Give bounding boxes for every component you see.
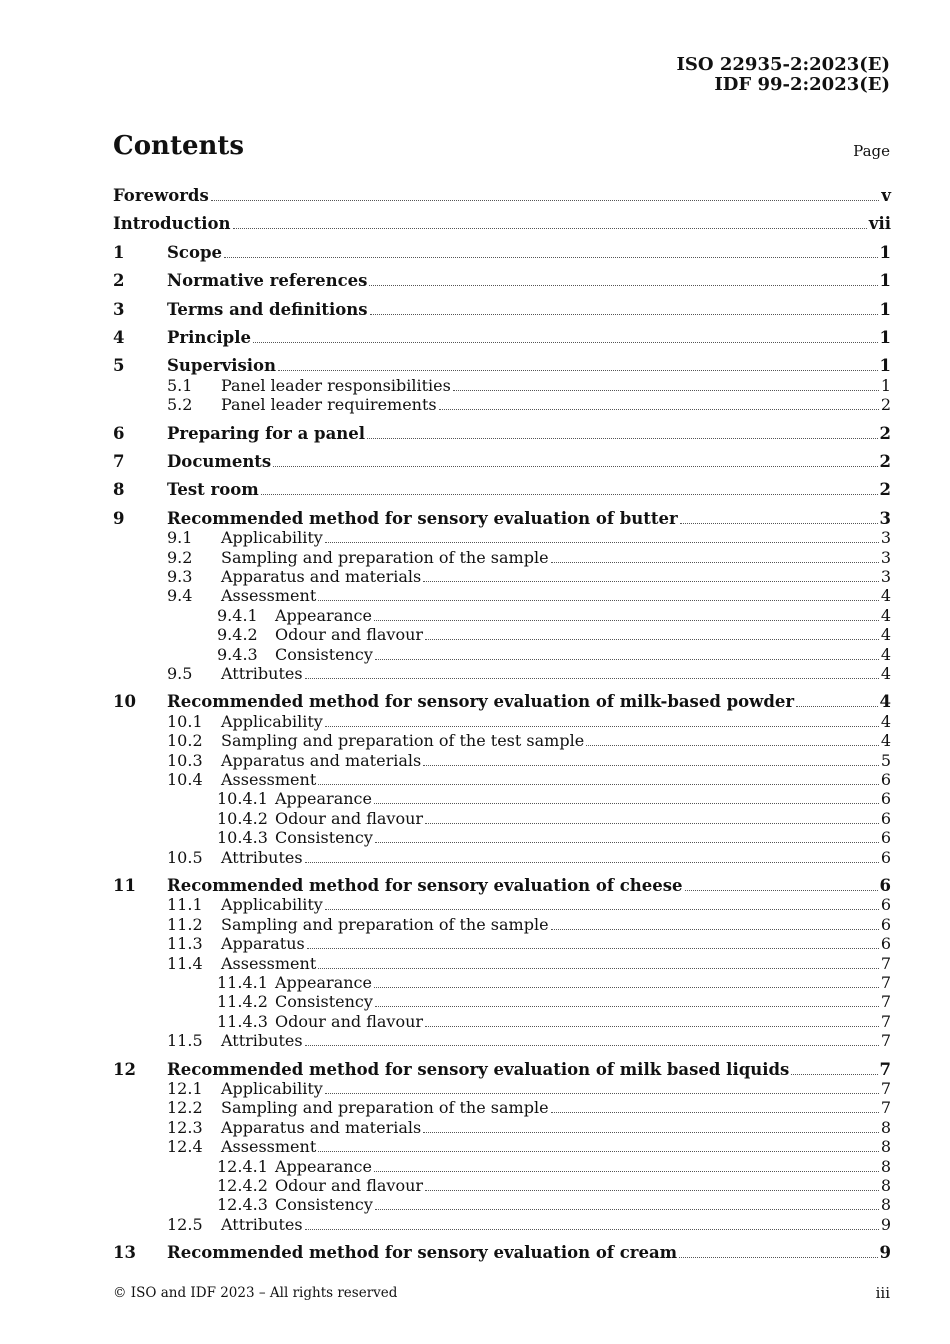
toc-entry-line	[221, 915, 891, 935]
toc-entry-line	[167, 1060, 891, 1080]
toc-entry-line	[221, 376, 891, 396]
toc-entry-title: Forewords	[113, 186, 209, 205]
dot-leader	[680, 523, 878, 524]
toc-entry[interactable]	[113, 692, 891, 712]
toc-entry-title: Consistency	[275, 992, 373, 1012]
toc-entry-line	[167, 243, 891, 263]
toc-entry-page: 4	[880, 644, 891, 664]
dot-leader	[305, 1229, 879, 1230]
toc-entry-number: 9.2	[167, 547, 193, 567]
toc-entry-line	[221, 848, 891, 868]
toc-entry-title: Consistency	[275, 828, 373, 848]
dot-leader	[375, 659, 879, 660]
toc-entry-line	[221, 895, 891, 915]
toc-entry-line	[113, 186, 891, 206]
toc-entry-line	[221, 712, 891, 732]
toc-entry-line	[167, 452, 891, 472]
toc-entry-number: 9.3	[167, 567, 193, 586]
toc-entry[interactable]	[113, 1137, 891, 1157]
toc-entry-title: Attributes	[221, 1031, 303, 1051]
dot-leader	[305, 1045, 879, 1046]
toc-entry-title: Applicability	[221, 528, 323, 548]
toc-entry-line	[167, 424, 891, 444]
toc-entry-line	[167, 300, 891, 320]
toc-entry-page: 1	[879, 299, 891, 319]
toc-entry[interactable]	[113, 934, 891, 954]
toc-entry-title: Consistency	[275, 644, 373, 664]
toc-entry-title: Supervision	[167, 356, 277, 376]
toc-entry-number: 9.4.2	[217, 625, 258, 645]
dot-leader	[551, 929, 879, 930]
toc-entry-page: 7	[880, 1079, 891, 1098]
dot-leader	[374, 803, 879, 804]
toc-entry-line	[275, 1176, 891, 1196]
dot-leader	[586, 745, 879, 746]
toc-entry-number: 7	[113, 452, 125, 471]
toc-entry-title: Appearance	[275, 605, 372, 625]
toc-entry-line	[275, 645, 891, 665]
toc-entry-line	[221, 731, 891, 751]
toc-entry[interactable]	[113, 625, 891, 645]
dot-leader	[325, 726, 879, 727]
toc-entry[interactable]	[113, 606, 891, 626]
toc-entry-title: Odour and flavour	[275, 808, 424, 828]
toc-entry-line	[221, 934, 891, 954]
toc-entry[interactable]	[113, 1157, 891, 1177]
toc-entry-number: 12.4.1	[217, 1156, 268, 1176]
toc-entry-title: Sampling and preparation of the sample	[221, 1098, 549, 1118]
toc-entry-line	[221, 395, 891, 415]
toc-entry-page: 7	[880, 953, 891, 973]
dot-leader	[305, 862, 879, 863]
dot-leader	[318, 1151, 879, 1152]
dot-leader	[261, 494, 878, 495]
dot-leader	[374, 1171, 879, 1172]
toc-entry-line	[275, 625, 891, 645]
dot-leader	[305, 678, 879, 679]
toc-entry-page: 7	[880, 1031, 891, 1051]
toc-entry-page: 9	[880, 1214, 891, 1234]
toc-entry-page: 6	[880, 789, 891, 809]
toc-entry-line	[221, 1098, 891, 1118]
dot-leader	[325, 909, 879, 910]
toc-entry-title: Sampling and preparation of the sample	[221, 914, 549, 934]
toc-entry-number: 11.4.3	[217, 1011, 268, 1031]
toc-entry-number: 10.1	[167, 711, 203, 731]
toc-entry-title: Apparatus and materials	[221, 750, 422, 770]
toc-entry-number: 10.2	[167, 731, 203, 751]
toc-entry[interactable]	[113, 770, 891, 790]
toc-entry-number: 12.4	[167, 1137, 203, 1157]
toc-entry-number: 13	[113, 1243, 136, 1263]
toc-entry[interactable]	[113, 751, 891, 771]
toc-entry-line	[221, 567, 891, 587]
toc-entry[interactable]	[113, 915, 891, 935]
toc-entry[interactable]	[113, 1079, 891, 1099]
toc-entry-number: 4	[113, 328, 125, 347]
toc-entry-line	[221, 1031, 891, 1051]
toc-entry-number: 11.5	[167, 1031, 203, 1051]
toc-entry[interactable]	[113, 1176, 891, 1196]
toc-entry-number: 9.5	[167, 664, 193, 683]
toc-entry-title: Apparatus and materials	[221, 567, 422, 586]
toc-entry-number: 9.1	[167, 528, 193, 548]
toc-entry-page: 8	[880, 1137, 891, 1157]
toc-entry-page: 2	[879, 480, 891, 500]
toc-entry-title: Panel leader responsibilities	[221, 375, 451, 395]
dot-leader	[278, 370, 877, 371]
toc-entry-line	[221, 664, 891, 684]
toc-entry-number: 10.4.3	[217, 828, 268, 848]
toc-entry-page: 7	[880, 1011, 891, 1031]
toc-entry-page: 9	[879, 1243, 891, 1263]
dot-leader	[233, 228, 867, 229]
toc-entry-page: 2	[879, 423, 891, 443]
toc-entry-page: 4	[880, 664, 891, 683]
toc-entry-line	[275, 973, 891, 993]
footer-page-number: iii	[875, 1284, 890, 1302]
toc-entry-line	[113, 214, 891, 234]
toc-entry-page: 3	[880, 567, 891, 586]
toc-entry-line	[167, 328, 891, 348]
dot-leader	[374, 620, 879, 621]
toc-entry-number: 9.4.1	[217, 605, 258, 625]
dot-leader	[423, 581, 879, 582]
toc-entry-title: Consistency	[275, 1195, 373, 1215]
toc-entry-page: 7	[880, 1098, 891, 1118]
dot-leader	[425, 639, 879, 640]
toc-entry-page: 8	[880, 1176, 891, 1195]
toc-entry-title: Applicability	[221, 1079, 323, 1098]
toc-entry-number: 12.1	[167, 1079, 203, 1098]
toc-entry[interactable]	[113, 1031, 891, 1051]
dot-leader	[679, 1257, 877, 1258]
toc-entry-number: 2	[113, 271, 125, 291]
toc-entry-page: 7	[880, 992, 891, 1012]
toc-entry-line	[275, 1157, 891, 1177]
toc-entry-page: 6	[879, 876, 891, 895]
dot-leader	[375, 1006, 879, 1007]
toc-entry-title: Recommended method for sensory evaluation of cream	[167, 1243, 678, 1263]
dot-leader	[224, 257, 878, 258]
dot-leader	[425, 1190, 879, 1191]
toc-entry-title: Terms and definitions	[167, 299, 368, 319]
toc-entry[interactable]	[113, 954, 891, 974]
toc-entry-line	[275, 606, 891, 626]
toc-entry[interactable]	[113, 243, 891, 263]
toc-entry-number: 12.4.3	[217, 1195, 268, 1215]
toc-entry-title: Apparatus	[221, 934, 305, 954]
toc-entry-title: Sampling and preparation of the sample	[221, 547, 549, 567]
toc-entry[interactable]	[113, 480, 891, 500]
dot-leader	[551, 1112, 879, 1113]
toc-entry-title: Recommended method for sensory evaluation of cheese	[167, 876, 683, 895]
toc-entry-page: 1	[879, 242, 891, 262]
header-idf-number: IDF 99-2:2023(E)	[714, 74, 890, 95]
toc-entry[interactable]	[113, 848, 891, 868]
toc-entry-number: 5	[113, 356, 125, 376]
toc-entry-page: 3	[880, 547, 891, 567]
toc-entry-line	[221, 528, 891, 548]
dot-leader	[318, 600, 879, 601]
toc-entry-number: 10	[113, 692, 136, 712]
toc-entry[interactable]	[113, 186, 891, 206]
toc-entry-title: Assessment	[221, 953, 317, 973]
toc-entry-number: 12.5	[167, 1214, 203, 1234]
toc-entry-page: 4	[880, 711, 891, 731]
toc-entry-title: Apparatus and materials	[221, 1117, 422, 1137]
toc-entry-line	[275, 1012, 891, 1032]
toc-entry[interactable]	[113, 328, 891, 348]
toc-entry-line	[221, 1079, 891, 1099]
toc-entry[interactable]	[113, 895, 891, 915]
toc-entry-page: 6	[880, 770, 891, 789]
toc-entry-line	[221, 1215, 891, 1235]
toc-entry-line	[167, 356, 891, 376]
toc-entry-page: 4	[880, 625, 891, 645]
toc-entry[interactable]	[113, 567, 891, 587]
toc-entry-title: Panel leader requirements	[221, 395, 437, 415]
toc-entry[interactable]	[113, 809, 891, 829]
toc-entry-line	[275, 828, 891, 848]
dot-leader	[211, 200, 880, 201]
toc-entry-line	[275, 992, 891, 1012]
toc-entry[interactable]	[113, 992, 891, 1012]
toc-entry-number: 9.4.3	[217, 644, 258, 664]
dot-leader	[423, 765, 879, 766]
toc-entry-number: 10.4	[167, 770, 203, 789]
toc-entry-number: 10.4.1	[217, 789, 268, 809]
dot-leader	[325, 542, 879, 543]
toc-entry-title: Appearance	[275, 1156, 372, 1176]
toc-entry-number: 11.4	[167, 953, 203, 973]
toc-entry-number: 12.2	[167, 1098, 203, 1118]
toc-entry-title: Appearance	[275, 789, 372, 809]
toc-entry-title: Applicability	[221, 711, 323, 731]
dot-leader	[791, 1074, 877, 1075]
toc-entry-title: Recommended method for sensory evaluation of butter	[167, 508, 678, 528]
toc-entry[interactable]	[113, 1118, 891, 1138]
dot-leader	[318, 968, 879, 969]
toc-entry-line	[221, 586, 891, 606]
toc-entry-page: 1	[880, 375, 891, 395]
toc-entry-page: 6	[880, 808, 891, 828]
toc-entry-number: 3	[113, 299, 125, 319]
toc-entry-page: v	[881, 186, 891, 205]
toc-entry[interactable]	[113, 828, 891, 848]
toc-entry[interactable]	[113, 973, 891, 993]
toc-entry-line	[167, 1243, 891, 1263]
dot-leader	[367, 438, 877, 439]
toc-entry-number: 6	[113, 423, 125, 443]
dot-leader	[374, 987, 879, 988]
toc-entry-number: 12.4.2	[217, 1176, 268, 1195]
toc-entry-page: 1	[879, 328, 891, 347]
toc-entry-title: Recommended method for sensory evaluation of milk-based powder	[167, 692, 795, 712]
toc-entry-title: Odour and flavour	[275, 1011, 424, 1031]
toc-entry[interactable]	[113, 548, 891, 568]
toc-entry-line	[221, 1118, 891, 1138]
toc-entry-page: 8	[880, 1156, 891, 1176]
page-title: Contents	[113, 131, 245, 161]
toc-entry-line	[275, 1195, 891, 1215]
toc-entry-page: 6	[880, 847, 891, 867]
toc-entry-title: Recommended method for sensory evaluation of milk based liquids	[167, 1059, 790, 1079]
toc-entry[interactable]	[113, 645, 891, 665]
dot-leader	[685, 890, 878, 891]
toc-entry-page: 1	[879, 271, 891, 291]
toc-entry[interactable]	[113, 424, 891, 444]
toc-entry[interactable]	[113, 214, 891, 234]
toc-entry-line	[275, 809, 891, 829]
toc-entry-number: 11.2	[167, 914, 203, 934]
toc-entry-number: 5.1	[167, 375, 193, 395]
dot-leader	[439, 409, 879, 410]
toc-entry[interactable]	[113, 509, 891, 529]
toc-entry-line	[221, 1137, 891, 1157]
toc-entry-page: 5	[880, 750, 891, 770]
dot-leader	[318, 784, 879, 785]
toc-entry[interactable]	[113, 376, 891, 396]
toc-entry-number: 1	[113, 242, 125, 262]
toc-entry-title: Odour and flavour	[275, 625, 424, 645]
dot-leader	[423, 1132, 879, 1133]
toc-entry[interactable]	[113, 271, 891, 291]
toc-entry[interactable]	[113, 452, 891, 472]
toc-entry-title: Assessment	[221, 1137, 317, 1157]
toc-entry-title: Attributes	[221, 664, 303, 683]
footer-copyright: © ISO and IDF 2023 – All rights reserved	[113, 1285, 398, 1301]
toc-entry[interactable]	[113, 1195, 891, 1215]
toc-entry-page: 8	[880, 1117, 891, 1137]
toc-entry-number: 10.5	[167, 847, 203, 867]
toc-entry-page: 6	[880, 934, 891, 954]
toc-entry-page: 4	[879, 692, 891, 712]
toc-entry-number: 9	[113, 508, 125, 528]
toc-entry-title: Normative references	[167, 271, 368, 291]
toc-entry-title: Assessment	[221, 586, 317, 606]
toc-entry-page: 1	[879, 356, 891, 376]
toc-entry-page: 2	[879, 452, 891, 471]
dot-leader	[453, 390, 879, 391]
toc-entry-page: 2	[880, 395, 891, 415]
toc-entry-page: 6	[880, 914, 891, 934]
dot-leader	[425, 1026, 879, 1027]
toc-entry[interactable]	[113, 876, 891, 896]
toc-entry-page: 7	[880, 973, 891, 992]
toc-entry-line	[167, 480, 891, 500]
toc-entry[interactable]	[113, 1243, 891, 1263]
toc-entry[interactable]	[113, 586, 891, 606]
toc-entry-page: 7	[879, 1059, 891, 1079]
toc-entry-line	[221, 548, 891, 568]
dot-leader	[425, 823, 879, 824]
header-iso-number: ISO 22935-2:2023(E)	[676, 54, 890, 75]
toc-entry-line	[221, 954, 891, 974]
toc-entry-title: Scope	[167, 242, 223, 262]
toc-entry[interactable]	[113, 395, 891, 415]
toc-entry-number: 11.4.1	[217, 973, 268, 992]
toc-entry-line	[167, 509, 891, 529]
toc-entry-title: Odour and flavour	[275, 1176, 424, 1195]
dot-leader	[307, 948, 879, 949]
toc-entry[interactable]	[113, 528, 891, 548]
dot-leader	[370, 314, 878, 315]
toc-entry-page: 3	[879, 508, 891, 528]
toc-entry-title: Appearance	[275, 973, 372, 992]
document-header	[677, 55, 890, 95]
toc-entry-line	[167, 876, 891, 896]
toc-entry-number: 8	[113, 480, 125, 500]
dot-leader	[551, 562, 879, 563]
toc-entry[interactable]	[113, 789, 891, 809]
dot-leader	[325, 1093, 879, 1094]
toc-entry[interactable]	[113, 1215, 891, 1235]
toc-entry-page: 8	[880, 1195, 891, 1215]
dot-leader	[375, 1209, 879, 1210]
dot-leader	[369, 285, 877, 286]
toc-entry-title: Test room	[167, 480, 259, 500]
toc-entry-title: Principle	[167, 328, 251, 347]
toc-entry-number: 10.3	[167, 750, 203, 770]
dot-leader	[253, 342, 878, 343]
toc-entry-line	[167, 692, 891, 712]
toc-entry-number: 12.3	[167, 1117, 203, 1137]
toc-entry-line	[275, 789, 891, 809]
toc-entry[interactable]	[113, 731, 891, 751]
toc-entry-line	[167, 271, 891, 291]
toc-entry-title: Introduction	[113, 214, 231, 234]
toc-entry[interactable]	[113, 1060, 891, 1080]
toc-entry-page: 4	[880, 586, 891, 606]
toc-entry[interactable]	[113, 1012, 891, 1032]
toc-entry[interactable]	[113, 300, 891, 320]
dot-leader	[375, 842, 879, 843]
toc-entry-title: Sampling and preparation of the test sample	[221, 731, 585, 751]
toc-entry-title: Attributes	[221, 1214, 303, 1234]
toc-entry-number: 10.4.2	[217, 808, 268, 828]
dot-leader	[273, 466, 877, 467]
toc-entry[interactable]	[113, 664, 891, 684]
toc-entry-title: Documents	[167, 452, 272, 471]
toc-entry-page: 3	[880, 528, 891, 548]
toc-entry-page: vii	[868, 214, 891, 234]
toc-entry-number: 11.4.2	[217, 992, 268, 1012]
toc-entry-number: 11.1	[167, 895, 203, 915]
toc-entry-title: Preparing for a panel	[167, 423, 366, 443]
toc-entry-page: 6	[880, 828, 891, 848]
toc-entry-number: 5.2	[167, 395, 193, 415]
page-column-label: Page	[853, 142, 890, 160]
toc-entry[interactable]	[113, 1098, 891, 1118]
toc-entry-number: 12	[113, 1059, 136, 1079]
toc-entry-number: 11.3	[167, 934, 203, 954]
toc-entry-title: Assessment	[221, 770, 317, 789]
toc-entry-page: 4	[880, 731, 891, 751]
toc-entry-line	[221, 751, 891, 771]
toc-entry-number: 11	[113, 876, 136, 895]
toc-entry-title: Attributes	[221, 847, 303, 867]
toc-entry-number: 9.4	[167, 586, 193, 606]
toc-entry-page: 4	[880, 605, 891, 625]
toc-entry-page: 6	[880, 895, 891, 915]
dot-leader	[796, 706, 877, 707]
toc-entry[interactable]	[113, 356, 891, 376]
toc-entry-line	[221, 770, 891, 790]
toc-entry[interactable]	[113, 712, 891, 732]
toc-entry-title: Applicability	[221, 895, 323, 915]
